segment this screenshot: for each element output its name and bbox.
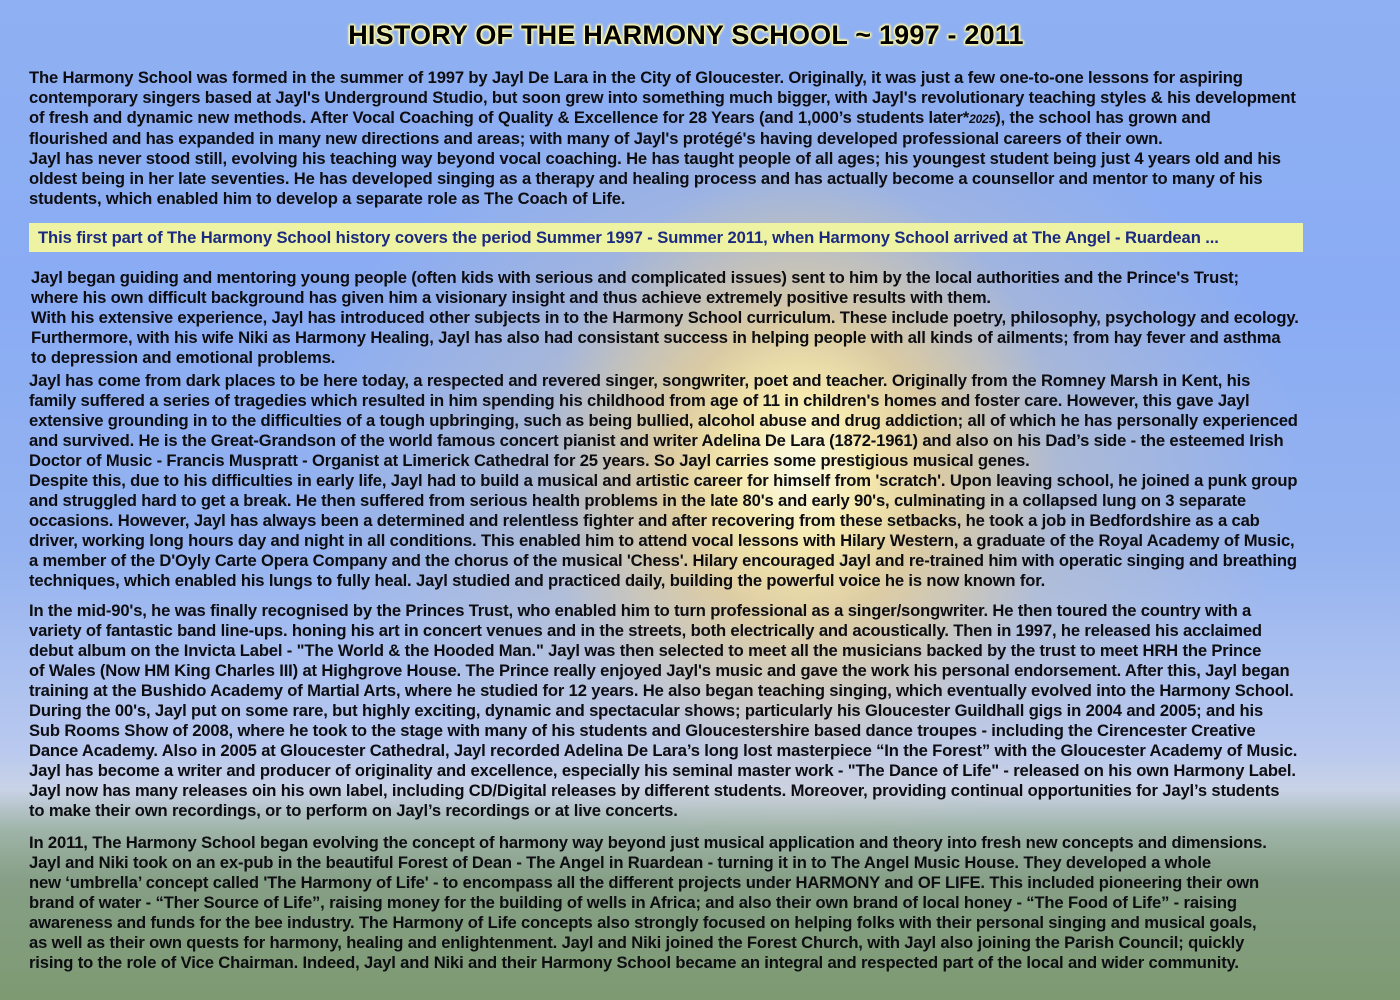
year-note: 2025 [969,112,996,126]
text-line: occasions. However, Jayl has always been a determined and relentless fighter and after recovering from these setbacks, he took a job in Bedfordshire as a cab [29,511,1260,530]
text-line: extensive grounding in to the difficulties of a tough upbringing, such as being bullied, alcohol abuse and drug addiction; all of which he has personally experienced [29,411,1298,430]
text-line: With his extensive experience, Jayl has introduced other subjects in to the Harmony School curriculum. These include poetry, philosophy, psychology and ecology. [31,308,1299,327]
text-line [29,108,1389,129]
text-line: to depression and emotional problems. [31,348,336,367]
text-line: The Harmony School was formed in the summer of 1997 by Jayl De Lara in the City of Gloucester. Originally, it was just a few one-to-one lessons for aspiring [29,68,1243,87]
text-line: In 2011, The Harmony School began evolving the concept of harmony way beyond just musical application and theory into fresh new concepts and dimensions. [29,833,1267,852]
text-line: debut album on the Invicta Label - "The World & the Hooded Man." Jayl was then selected to meet all the musicians backed by the trust to meet HRH the Prince [29,641,1262,660]
text-line: students, which enabled him to develop a separate role as The Coach of Life. [29,189,626,208]
harmony-of-life-section [29,833,1389,973]
text-line: variety of fantastic band line-ups. honing his art in concert venues and in the streets, both electrically and acoustically. Then in 1997, he released his acclaimed [29,621,1262,640]
text-line: to make their own recordings, or to perform on Jayl’s recordings or at live concerts. [29,801,678,820]
banner-text: This first part of The Harmony School history covers the period Summer 1997 - Summer 2011, when Harmony School arrived at The Angel - Ruardean ... [38,228,1219,247]
text-line: a member of the D'Oyly Carte Opera Company and the chorus of the musical 'Chess'. Hilary encouraged Jayl and re-trained him with operatic singing and breathing [29,551,1297,570]
background-section [29,371,1389,591]
text-line: Jayl and Niki took on an ex-pub in the beautiful Forest of Dean - The Angel in Ruardean - turning it in to The Angel Music House. They developed a whole [29,853,1211,872]
text-line: family suffered a series of tragedies which resulted in him spending his childhood from age of 11 in children's homes and foster care. However, this gave Jayl [29,391,1250,410]
text-line: training at the Bushido Academy of Martial Arts, where he studied for 12 years. He also began teaching singing, which eventually evolved into the Harmony School. [29,681,1294,700]
text-line: Dance Academy. Also in 2005 at Gloucester Cathedral, Jayl recorded Adelina De Lara’s long lost masterpiece “In the Forest” with the Gloucester Academy of Music. [29,741,1298,760]
text-line: Sub Rooms Show of 2008, where he took to the stage with many of his students and Gloucestershire based dance troupes - including the Cirencester Creative [29,721,1256,740]
text-line: techniques, which enabled his lungs to fully heal. Jayl studied and practiced daily, building the powerful voice he is now known for. [29,571,1046,590]
text-line: brand of water - “Ther Source of Life”, raising money for the building of wells in Africa; and also their own brand of local honey - “The Food of Life” - raising [29,893,1237,912]
text-line: as well as their own quests for harmony, healing and enlightenment. Jayl and Niki joined the Forest Church, with Jayl also joining the Parish Council; quickly [29,933,1245,952]
text-line: oldest being in her late seventies. He has developed singing as a therapy and healing process and has actually become a counsellor and mentor to many of his [29,169,1263,188]
text-line: Despite this, due to his difficulties in early life, Jayl had to build a musical and artistic career for himself from 'scratch'. Upon leaving school, he joined a punk group [29,471,1298,490]
text-line: where his own difficult background has given him a visionary insight and thus achieve extremely positive results with them. [31,288,991,307]
text-line: During the 00's, Jayl put on some rare, but highly exciting, dynamic and spectacular shows; particularly his Gloucester Guildhall gigs in 2004 and 2005; and his [29,701,1264,720]
text-line: Furthermore, with his wife Niki as Harmony Healing, Jayl has also had consistant success in helping people with all kinds of ailments; from hay fever and asthma [31,328,1281,347]
text-line: In the mid-90's, he was finally recognised by the Princes Trust, who enabled him to turn professional as a singer/songwriter. He then toured the country with a [29,601,1252,620]
page-title: HISTORY OF THE HARMONY SCHOOL ~ 1997 - 2011 [348,20,1024,50]
text-line: and survived. He is the Great-Grandson of the world famous concert pianist and writer Adelina De Lara (1872-1961) and also on his Dad’s side - the esteemed Irish [29,431,1284,450]
text-line: flourished and has expanded in many new directions and areas; with many of Jayl's protégé's having developed professional careers of their own. [29,129,1163,148]
text-line: new ‘umbrella’ concept called 'The Harmony of Life' - to encompass all the different projects under HARMONY and OF LIFE. This included pioneering their own [29,873,1259,892]
text-line: of Wales (Now HM King Charles III) at Highgrove House. The Prince really enjoyed Jayl's music and gave the work his personal endorsement. After this, Jayl began [29,661,1290,680]
text-line: Jayl has never stood still, evolving his teaching way beyond vocal coaching. He has taught people of all ages; his youngest student being just 4 years old and his [29,149,1281,168]
period-banner [29,223,1303,252]
text-line: awareness and funds for the bee industry. The Harmony of Life concepts also strongly focused on helping folks with their personal singing and musical goals, [29,913,1257,932]
text-line: rising to the role of Vice Chairman. Indeed, Jayl and Niki and their Harmony School became an integral and respected part of the local and wider community. [29,953,1239,972]
text-segment: of fresh and dynamic new methods. After Vocal Coaching of Quality & Excellence for 28 Years (and 1,000’s students later* [29,108,970,127]
text-line: Jayl now has many releases oin his own label, including CD/Digital releases by different students. Moreover, providing continual opportunities for Jayl’s students [29,781,1280,800]
text-line: contemporary singers based at Jayl's Underground Studio, but soon grew into something much bigger, with Jayl's revolutionary teaching styles & his development [29,88,1296,107]
text-line: and struggled hard to get a break. He then suffered from serious health problems in the late 80's and early 90's, culminating in a collapsed lung on 3 separate [29,491,1246,510]
mentoring-section [31,268,1391,368]
intro-section [29,68,1389,209]
text-line: Doctor of Music - Francis Muspratt - Organist at Limerick Cathedral for 25 years. So Jayl carries some prestigious musical genes. [29,451,1030,470]
text-line: Jayl has come from dark places to be here today, a respected and revered singer, songwriter, poet and teacher. Originally from the Romney Marsh in Kent, his [29,371,1251,390]
career-section [29,601,1389,821]
text-line: Jayl has become a writer and producer of originality and excellence, especially his seminal master work - "The Dance of Life" - released on his own Harmony Label. [29,761,1296,780]
text-line: Jayl began guiding and mentoring young people (often kids with serious and complicated issues) sent to him by the local authorities and the Prince's Trust; [31,268,1239,287]
text-line: driver, working long hours day and night in all conditions. This enabled him to attend vocal lessons with Hilary Western, a graduate of the Royal Academy of Music, [29,531,1295,550]
text-segment: ), the school has grown and [995,108,1211,127]
